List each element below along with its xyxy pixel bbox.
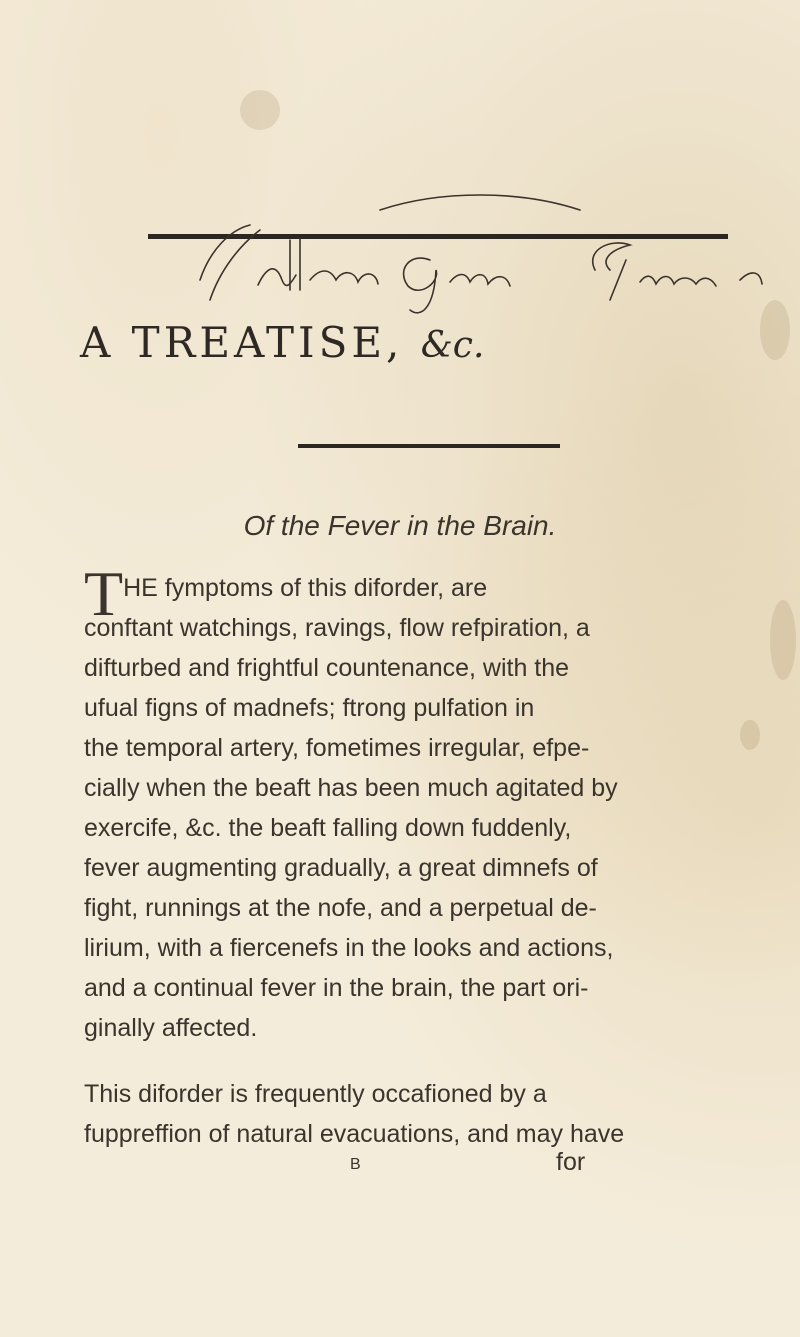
paragraph-2 bbox=[84, 1074, 774, 1154]
paragraph-2-line: This diforder is frequently occafioned by a bbox=[84, 1080, 547, 1108]
paragraph-1-line: fever augmenting gradually, a great dimnefs of bbox=[84, 854, 598, 882]
paragraph-1-line: conftant watchings, ravings, flow refpiration, a bbox=[84, 614, 590, 642]
paragraph-1-line: cially when the beaft has been much agitated by bbox=[84, 774, 618, 802]
paragraph-1 bbox=[84, 558, 744, 1048]
paragraph-1-line: fight, runnings at the nofe, and a perpetual de- bbox=[84, 894, 597, 922]
paragraph-1-line: THE fymptoms of this diforder, are bbox=[84, 558, 488, 629]
catchword: for bbox=[556, 1148, 586, 1176]
chapter-title: Of the Fever in the Brain. bbox=[243, 510, 557, 541]
paragraph-1-line: ginally affected. bbox=[84, 1014, 258, 1042]
paragraph-2-line: fuppreffion of natural evacuations, and may have bbox=[84, 1120, 625, 1148]
paragraph-1-line: exercife, &c. the beaft falling down fuddenly, bbox=[84, 814, 572, 842]
middle-rule bbox=[298, 444, 560, 448]
treatise-title: A TREATISE, bbox=[80, 318, 404, 367]
paragraph-1-line: lirium, with a fiercenefs in the looks and actions, bbox=[84, 934, 614, 962]
paragraph-1-line: ufual figns of madnefs; ftrong pulfation in bbox=[84, 694, 535, 722]
paragraph-1-line: the temporal artery, fometimes irregular, efpe- bbox=[84, 734, 590, 762]
paragraph-1-line: difturbed and frightful countenance, with the bbox=[84, 654, 570, 682]
paragraph-1-line: and a continual fever in the brain, the part ori- bbox=[84, 974, 589, 1002]
treatise-etc: &c. bbox=[420, 325, 485, 366]
drop-cap: T bbox=[84, 558, 124, 629]
handwritten-signature bbox=[140, 190, 800, 320]
signature-mark: B bbox=[350, 1156, 361, 1173]
treatise-heading bbox=[80, 318, 484, 367]
